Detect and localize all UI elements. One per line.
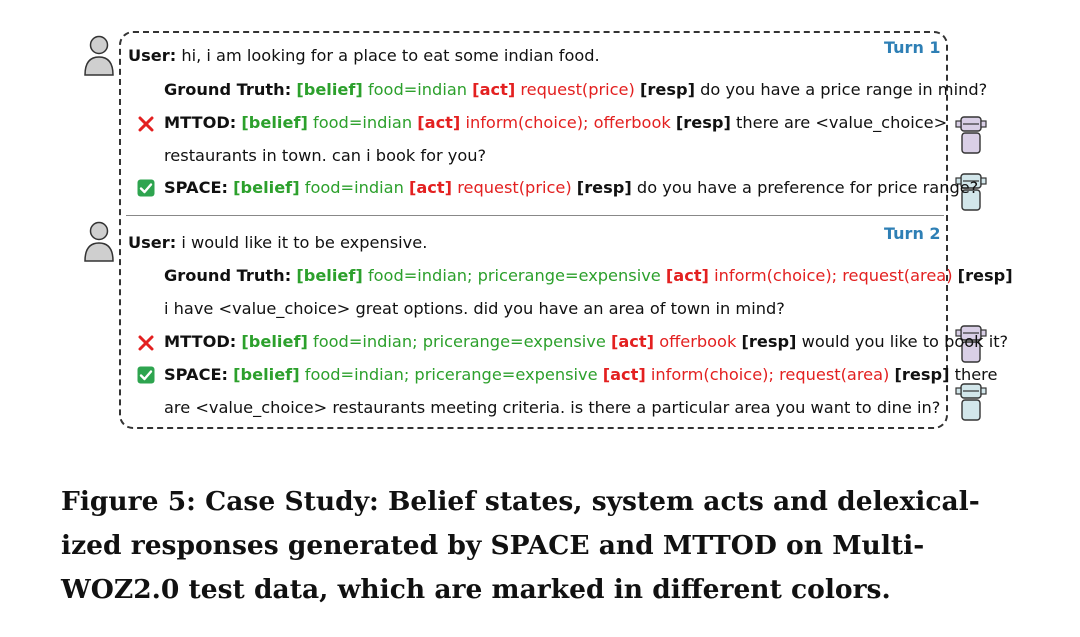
belief-state: food=indian xyxy=(307,113,418,132)
belief-tag: [belief] xyxy=(233,178,300,197)
act-tag: [act] xyxy=(408,178,453,197)
robot-icon xyxy=(953,380,989,424)
turn-2-mttod xyxy=(164,331,1008,353)
turn-1-ground-truth xyxy=(164,79,987,101)
space-label: SPACE: xyxy=(164,178,228,197)
user-text: i would like it to be expensive. xyxy=(176,233,428,252)
system-act: offerbook xyxy=(654,332,742,351)
response: would you like to book it? xyxy=(796,332,1009,351)
response: do you have a preference for price range? xyxy=(631,178,979,197)
system-act: inform(choice); request(area) xyxy=(645,365,895,384)
space-label: SPACE: xyxy=(164,365,228,384)
user-silhouette-icon xyxy=(83,35,115,77)
belief-state: food=indian xyxy=(362,80,473,99)
belief-tag: [belief] xyxy=(241,332,308,351)
system-act: request(price) xyxy=(515,80,640,99)
act-tag: [act] xyxy=(417,113,461,132)
user-silhouette-icon xyxy=(83,221,115,263)
check-box-icon xyxy=(137,179,155,197)
check-box-icon xyxy=(137,366,155,384)
resp-tag: [resp] xyxy=(576,178,632,197)
response: there are <value_choice> xyxy=(730,113,948,132)
turn-2-label: Turn 2 xyxy=(884,224,941,243)
caption-line: Figure 5: Case Study: Belief states, system acts and delexical- xyxy=(61,486,980,517)
response: there xyxy=(949,365,998,384)
belief-state: food=indian; pricerange=expensive xyxy=(299,365,603,384)
turn-2-space xyxy=(164,364,997,386)
belief-state: food=indian; pricerange=expensive xyxy=(307,332,611,351)
system-act: inform(choice); request(area) xyxy=(708,266,958,285)
caption-line: ized responses generated by SPACE and MTTOD on Multi- xyxy=(61,530,925,561)
response: do you have a price range in mind? xyxy=(694,80,988,99)
turn-2-ground-truth xyxy=(164,265,1013,287)
robot-icon xyxy=(953,113,989,157)
belief-tag: [belief] xyxy=(233,365,300,384)
caption-line: WOZ2.0 test data, which are marked in different colors. xyxy=(61,574,891,605)
turn-1-user-line xyxy=(128,45,600,67)
turn-1-space xyxy=(164,177,978,199)
turn-1-label: Turn 1 xyxy=(884,38,941,57)
user-label: User: xyxy=(128,233,177,252)
figure-caption xyxy=(61,480,1051,612)
resp-tag: [resp] xyxy=(957,266,1013,285)
ground-truth-label: Ground Truth: xyxy=(164,80,292,99)
belief-tag: [belief] xyxy=(296,266,363,285)
turn-2-user-line xyxy=(128,232,427,254)
turn-divider xyxy=(126,215,944,216)
belief-tag: [belief] xyxy=(296,80,363,99)
turn-1-mttod xyxy=(164,112,947,134)
mttod-label: MTTOD: xyxy=(164,113,237,132)
user-label: User: xyxy=(128,46,177,65)
act-tag: [act] xyxy=(665,266,709,285)
act-tag: [act] xyxy=(610,332,655,351)
system-act: request(price) xyxy=(452,178,577,197)
turn-2-ground-truth-continued: i have <value_choice> great options. did you have an area of town in mind? xyxy=(164,299,785,318)
cross-mark-icon xyxy=(137,115,155,133)
resp-tag: [resp] xyxy=(639,80,695,99)
belief-tag: [belief] xyxy=(241,113,308,132)
belief-state: food=indian; pricerange=expensive xyxy=(362,266,666,285)
resp-tag: [resp] xyxy=(675,113,731,132)
resp-tag: [resp] xyxy=(894,365,950,384)
cross-mark-icon xyxy=(137,334,155,352)
user-text: hi, i am looking for a place to eat some indian food. xyxy=(176,46,600,65)
act-tag: [act] xyxy=(472,80,516,99)
resp-tag: [resp] xyxy=(741,332,797,351)
act-tag: [act] xyxy=(602,365,646,384)
turn-1-mttod-continued: restaurants in town. can i book for you? xyxy=(164,146,487,165)
system-act: inform(choice); offerbook xyxy=(460,113,676,132)
turn-2-space-continued: are <value_choice> restaurants meeting criteria. is there a particular area you want to dine in? xyxy=(164,398,941,417)
ground-truth-label: Ground Truth: xyxy=(164,266,292,285)
mttod-label: MTTOD: xyxy=(164,332,237,351)
belief-state: food=indian xyxy=(299,178,409,197)
